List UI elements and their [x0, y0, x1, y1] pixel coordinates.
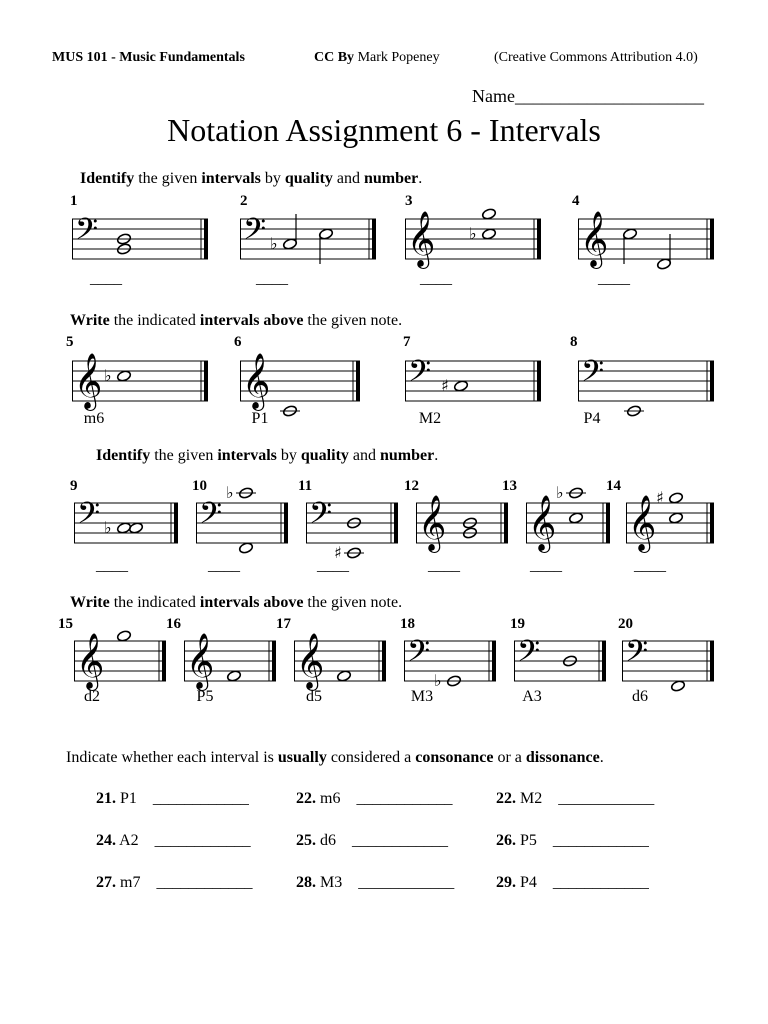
final-barline [272, 641, 276, 681]
instruction-fragment: . [599, 749, 604, 766]
interval-name: P5 [516, 832, 545, 849]
instruction-fragment: Write [70, 312, 110, 329]
bass-clef-icon: 𝄢 [75, 213, 99, 254]
flat-icon: ♭ [104, 518, 112, 537]
page-title: Notation Assignment 6 - Intervals [167, 112, 601, 148]
staff-7 [405, 341, 541, 421]
answer-blank[interactable]: ____ [598, 270, 630, 287]
exercise-number: 8 [570, 334, 578, 350]
final-barline [204, 219, 208, 259]
staff-14 [626, 483, 714, 563]
bass-clef-icon: 𝄢 [407, 635, 431, 676]
final-barline [356, 361, 360, 401]
interval-name: m7 [116, 874, 149, 891]
treble-clef-icon: 𝄞 [74, 353, 103, 409]
instruction-fragment: the indicated [109, 312, 200, 329]
notehead [226, 670, 241, 683]
flat-icon: ♭ [270, 234, 278, 253]
final-barline [710, 361, 714, 401]
exercise-number: 12 [404, 478, 419, 494]
interval-label: d2 [84, 688, 100, 705]
notehead [656, 258, 671, 271]
consonance-item [296, 832, 448, 850]
instruction-fragment: quality [300, 447, 349, 464]
instruction-fragment: the indicated [109, 594, 200, 611]
consonance-item [96, 874, 252, 892]
treble-clef-icon: 𝄞 [186, 633, 215, 689]
instruction-fragment: usually [277, 749, 327, 766]
answer-blank[interactable]: ____ [208, 557, 240, 574]
exercise-number: 11 [298, 478, 313, 494]
interval-label: P1 [251, 410, 269, 427]
notehead [128, 522, 143, 535]
notehead [282, 238, 297, 251]
flat-icon: ♭ [469, 224, 477, 243]
cc-by-label: CC By [314, 50, 355, 65]
exercise-number: 17 [276, 616, 291, 632]
item-number: 21. [96, 790, 116, 807]
bass-clef-icon: 𝄢 [625, 635, 649, 676]
exercise-number: 16 [166, 616, 181, 632]
instruction-fragment: intervals above [199, 594, 304, 611]
exercise-number: 10 [192, 478, 207, 494]
exercise-number: 15 [58, 616, 73, 632]
staff-1 [72, 199, 208, 279]
bass-clef-icon: 𝄢 [581, 355, 605, 396]
consonance-item [496, 790, 654, 808]
interval-label: m6 [83, 410, 105, 427]
interval-label: d6 [632, 688, 648, 705]
instruction-write-1 [70, 312, 402, 330]
item-number: 26. [496, 832, 516, 849]
instruction-fragment: the given [134, 170, 202, 187]
answer-blank[interactable]: ____ [420, 270, 452, 287]
consonance-item [496, 832, 649, 850]
final-barline [382, 641, 386, 681]
answer-blank[interactable]: ____________ [552, 874, 649, 891]
answer-blank[interactable]: ____ [317, 557, 349, 574]
instruction-fragment: number [364, 170, 419, 187]
staff-5 [72, 341, 208, 421]
sharp-icon: ♯ [334, 543, 342, 562]
staff-10 [196, 483, 288, 563]
exercise-number: 19 [510, 616, 525, 632]
consonance-item [96, 832, 251, 850]
instruction-fragment: the given note. [303, 312, 403, 329]
notehead [481, 228, 496, 241]
instruction-fragment: or a [493, 749, 526, 766]
staff-2 [240, 199, 376, 279]
instruction-fragment: . [434, 447, 439, 464]
final-barline [394, 503, 398, 543]
instruction-fragment: consonance [415, 749, 494, 766]
final-barline [710, 503, 714, 543]
interval-label: P4 [583, 410, 601, 427]
bass-clef-icon: 𝄢 [517, 635, 541, 676]
instruction-fragment: Identify [80, 170, 135, 187]
exercise-number: 9 [70, 478, 78, 494]
instruction-identify-1 [80, 170, 422, 188]
treble-clef-icon: 𝄞 [242, 353, 271, 409]
staff-3 [405, 199, 541, 279]
bass-clef-icon: 𝄢 [408, 355, 432, 396]
instruction-fragment: and [348, 447, 380, 464]
consonance-instruction [66, 749, 604, 767]
notehead [116, 370, 131, 383]
final-barline [162, 641, 166, 681]
flat-icon: ♭ [434, 671, 442, 690]
staff-8 [578, 341, 714, 421]
license-text: (Creative Commons Attribution 4.0) [494, 50, 698, 65]
staff-6 [240, 341, 360, 421]
instruction-fragment: . [418, 170, 423, 187]
exercise-number: 4 [572, 193, 580, 209]
treble-clef-icon: 𝄞 [528, 495, 557, 551]
final-barline [606, 503, 610, 543]
instruction-identify-2 [96, 447, 438, 465]
consonance-item [296, 874, 454, 892]
item-number: 24. [96, 832, 116, 849]
bass-clef-icon: 𝄢 [243, 213, 267, 254]
staff-13 [526, 483, 610, 563]
instruction-fragment: quality [284, 170, 333, 187]
exercise-number: 20 [618, 616, 633, 632]
instruction-fragment: and [332, 170, 364, 187]
interval-name: m6 [316, 790, 349, 807]
flat-icon: ♭ [226, 483, 234, 502]
interval-label: d5 [306, 688, 322, 705]
interval-name: M3 [316, 874, 351, 891]
instruction-fragment: dissonance [525, 749, 600, 766]
interval-name: P4 [516, 874, 545, 891]
instruction-fragment: considered a [326, 749, 416, 766]
final-barline [710, 641, 714, 681]
exercise-number: 18 [400, 616, 415, 632]
answer-blank[interactable]: ____ [90, 270, 122, 287]
item-number: 27. [96, 874, 116, 891]
final-barline [174, 503, 178, 543]
answer-blank[interactable]: ____________ [156, 874, 253, 891]
instruction-fragment: the given [150, 447, 218, 464]
treble-clef-icon: 𝄞 [628, 495, 657, 551]
instruction-fragment: Write [70, 594, 110, 611]
item-number: 29. [496, 874, 516, 891]
staff-11 [306, 483, 398, 563]
staff-12 [416, 483, 508, 563]
instruction-fragment: number [380, 447, 435, 464]
instruction-fragment: the given note. [303, 594, 403, 611]
final-barline [284, 503, 288, 543]
exercise-number: 2 [240, 193, 248, 209]
interval-label: P5 [196, 688, 214, 705]
final-barline [504, 503, 508, 543]
sharp-icon: ♯ [656, 488, 664, 507]
instruction-fragment: intervals [217, 447, 277, 464]
instruction-fragment: Identify [96, 447, 151, 464]
flat-icon: ♭ [104, 366, 112, 385]
notehead [668, 512, 683, 525]
notehead [238, 542, 253, 555]
treble-clef-icon: 𝄞 [580, 211, 609, 267]
answer-blank[interactable]: ____________ [154, 832, 251, 849]
notehead [336, 670, 351, 683]
item-number: 22. [296, 790, 316, 807]
exercise-number: 6 [234, 334, 242, 350]
answer-blank[interactable]: ____________ [558, 790, 655, 807]
consonance-item [96, 790, 249, 808]
interval-name: d6 [316, 832, 344, 849]
staff-9 [74, 483, 178, 563]
final-barline [492, 641, 496, 681]
notehead [670, 680, 685, 693]
notehead [568, 512, 583, 525]
bass-clef-icon: 𝄢 [77, 497, 101, 538]
notehead [318, 228, 333, 241]
answer-blank[interactable]: ____________ [152, 790, 249, 807]
bass-clef-icon: 𝄢 [199, 497, 223, 538]
instruction-fragment: by [276, 447, 301, 464]
answer-blank[interactable]: ____________ [352, 832, 448, 849]
notehead [453, 380, 468, 393]
author-name: Mark Popeney [357, 50, 440, 65]
instruction-fragment: Indicate whether each interval is [66, 749, 278, 766]
answer-blank[interactable]: ____ [428, 557, 460, 574]
instruction-write-2 [70, 594, 402, 612]
treble-clef-icon: 𝄞 [418, 495, 447, 551]
bass-clef-icon: 𝄢 [309, 497, 333, 538]
treble-clef-icon: 𝄞 [76, 633, 105, 689]
instruction-fragment: intervals above [199, 312, 304, 329]
interval-name: P1 [116, 790, 145, 807]
exercise-number: 7 [403, 334, 411, 350]
answer-blank[interactable]: ____ [256, 270, 288, 287]
exercise-number: 3 [405, 193, 413, 209]
answer-blank[interactable]: ____ [634, 557, 666, 574]
answer-blank[interactable]: ____________ [358, 874, 455, 891]
final-barline [602, 641, 606, 681]
interval-label: M3 [410, 688, 434, 705]
answer-blank[interactable]: ____ [96, 557, 128, 574]
notehead [622, 228, 637, 241]
item-number: 28. [296, 874, 316, 891]
notehead [116, 630, 131, 643]
notehead [481, 208, 496, 221]
staff-4 [578, 199, 714, 279]
name-field[interactable]: Name_____________________ [472, 86, 704, 106]
interval-name: A2 [116, 832, 147, 849]
final-barline [537, 361, 541, 401]
exercise-number: 5 [66, 334, 74, 350]
interval-name: M2 [516, 790, 551, 807]
final-barline [710, 219, 714, 259]
course-title: MUS 101 - Music Fundamentals [52, 50, 245, 65]
final-barline [372, 219, 376, 259]
treble-clef-icon: 𝄞 [296, 633, 325, 689]
answer-blank[interactable]: ____________ [552, 832, 649, 849]
treble-clef-icon: 𝄞 [407, 211, 436, 267]
instruction-fragment: intervals [201, 170, 261, 187]
answer-blank[interactable]: ____________ [356, 790, 453, 807]
interval-label: A3 [522, 688, 542, 705]
final-barline [204, 361, 208, 401]
consonance-item [496, 874, 649, 892]
sharp-icon: ♯ [441, 376, 449, 395]
notehead [668, 492, 683, 505]
exercise-number: 1 [70, 193, 78, 209]
instruction-fragment: by [260, 170, 285, 187]
exercise-number: 13 [502, 478, 517, 494]
consonance-item [296, 790, 452, 808]
answer-blank[interactable]: ____ [530, 557, 562, 574]
interval-label: M2 [418, 410, 442, 427]
license-credit [314, 50, 440, 66]
final-barline [537, 219, 541, 259]
item-number: 25. [296, 832, 316, 849]
item-number: 22. [496, 790, 516, 807]
flat-icon: ♭ [556, 483, 564, 502]
exercise-number: 14 [606, 478, 621, 494]
